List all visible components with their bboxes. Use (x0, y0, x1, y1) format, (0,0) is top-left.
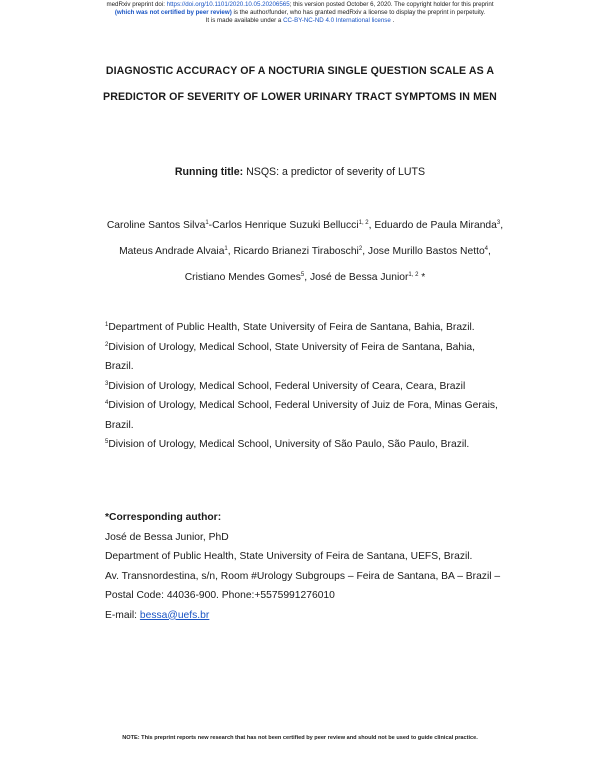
peer-review-notice: (which was not certified by peer review) (114, 9, 232, 16)
email-label: E-mail: (105, 609, 140, 621)
author: José de Bessa Junior$^{1, 2}$ * (309, 272, 426, 283)
running-title-label: Running title: (174, 166, 244, 178)
affiliation: $^2$Division of Urology, Medical School, State University of Feira de Santana, Bahia, Brazil. (105, 341, 476, 372)
email-link[interactable]: bessa@uefs.br (139, 609, 210, 621)
author: Jose Murillo Bastos Netto$^4$, (367, 246, 491, 257)
doi-prefix: medRxiv preprint doi: (106, 1, 167, 8)
author: Caroline Santos Silva$^1$- (106, 220, 213, 231)
running-title (0, 166, 600, 178)
corresponding-author (105, 508, 505, 625)
author: Ricardo Brianezi Tiraboschi$^2$, (233, 246, 368, 257)
affiliations (105, 318, 505, 455)
author: Carlos Henrique Suzuki Bellucci$^{1, 2}$, (212, 220, 375, 231)
affiliation: $^3$Division of Urology, Medical School, Federal University of Ceara, Ceara, Brazil (105, 380, 466, 392)
running-title-text: NSQS: a predictor of severity of LUTS (243, 166, 426, 178)
corresponding-heading: *Corresponding author: (105, 512, 222, 523)
license-grant-text: is the author/funder, who has granted medRxiv a license to display the preprint in perpetuity. (231, 9, 486, 16)
corresponding-name: José de Bessa Junior, PhD (105, 531, 229, 543)
affiliation: $^1$Department of Public Health, State University of Feira de Santana, Bahia, Brazil. (105, 322, 475, 333)
affiliation: $^5$Division of Urology, Medical School, University of São Paulo, São Paulo, Brazil. (105, 439, 470, 450)
author: Eduardo de Paula Miranda$^3$, (374, 220, 504, 231)
license-prefix: It is made available under a (205, 17, 284, 24)
author: Cristiano Mendes Gomes$^5$, (184, 272, 310, 283)
author: Mateus Andrade Alvaia$^1$, (119, 246, 234, 257)
paper-title: DIAGNOSTIC ACCURACY OF A NOCTURIA SINGLE QUESTION SCALE AS A PREDICTOR OF SEVERITY OF LOWER URINARY TRACT SYMPTOMS IN MEN (103, 65, 497, 103)
footer-note: NOTE: This preprint reports new research that has not been certified by peer review and should not be used to guide clinical practice. (122, 735, 478, 741)
license-link[interactable]: CC-BY-NC-ND 4.0 International license (283, 17, 391, 24)
doi-link[interactable]: https://doi.org/10.1101/2020.10.05.20206565 (166, 1, 290, 8)
posted-text: ; this version posted October 6, 2020. The copyright holder for this preprint (289, 1, 494, 8)
author-list (100, 213, 510, 291)
corresponding-dept: Department of Public Health, State University of Feira de Santana, UEFS, Brazil. (105, 551, 473, 562)
corresponding-address: Av. Transnordestina, s/n, Room #Urology Subgroups – Feira de Santana, BA – Brazil – Postal Code: 44036-900. Phone:+5575991276010 (105, 570, 501, 601)
license-suffix: . (390, 17, 395, 24)
affiliation: $^4$Division of Urology, Medical School, Federal University of Juiz de Fora, Minas Gerais, Brazil. (105, 400, 498, 431)
corresponding-email-line (105, 606, 505, 626)
preprint-header (0, 1, 600, 25)
